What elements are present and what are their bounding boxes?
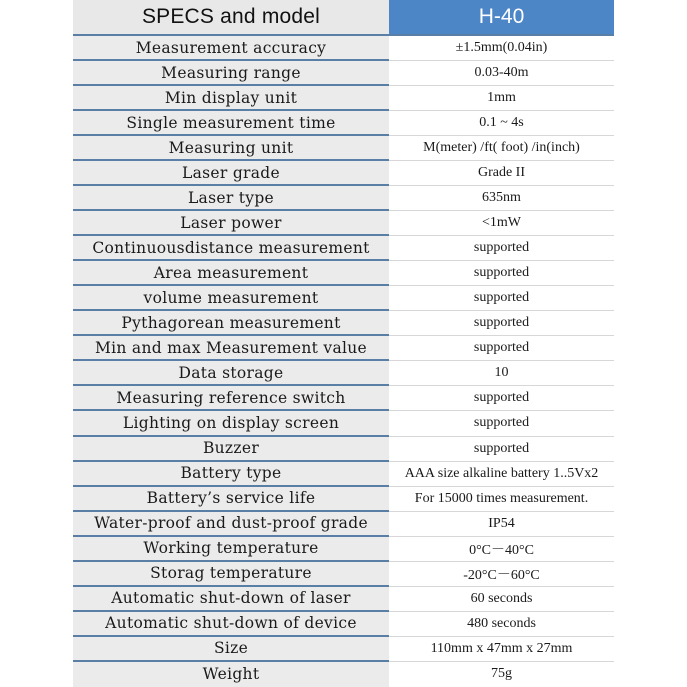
table-row [73,411,614,436]
spec-label: Size [73,637,389,662]
table-row [73,537,614,562]
spec-label: Laser grade [73,161,389,186]
table-row [73,487,614,512]
header-title: SPECS and model [73,0,389,36]
table-row [73,361,614,386]
spec-value: For 15000 times measurement. [389,487,614,512]
spec-value: 1mm [389,86,614,111]
spec-value: supported [389,311,614,336]
table-row [73,462,614,487]
spec-label: Water-proof and dust-proof grade [73,512,389,537]
table-row [73,512,614,537]
spec-value: supported [389,411,614,436]
table-row [73,437,614,462]
table-row [73,186,614,211]
spec-value: <1mW [389,211,614,236]
table-row [73,386,614,411]
table-row [73,111,614,136]
spec-label: Storag temperature [73,562,389,587]
spec-label: Single measurement time [73,111,389,136]
spec-label: Battery type [73,462,389,487]
spec-value: IP54 [389,512,614,537]
table-row [73,662,614,687]
spec-label: Min and max Measurement value [73,336,389,361]
spec-label: Buzzer [73,437,389,462]
spec-value: ±1.5mm(0.04in) [389,36,614,61]
spec-label: Data storage [73,361,389,386]
spec-label: Automatic shut-down of laser [73,587,389,612]
spec-value: -20°C－60°C [389,562,614,587]
table-row [73,612,614,637]
spec-value: 0.1 ~ 4s [389,111,614,136]
table-row [73,36,614,61]
table-row [73,61,614,86]
spec-value: 480 seconds [389,612,614,637]
model-name: H-40 [389,0,614,36]
spec-value: supported [389,386,614,411]
spec-label: Pythagorean measurement [73,311,389,336]
spec-label: Lighting on display screen [73,411,389,436]
table-row [73,637,614,662]
spec-label: Laser power [73,211,389,236]
spec-value: supported [389,437,614,462]
spec-label: Measuring reference switch [73,386,389,411]
spec-label: Measuring range [73,61,389,86]
spec-table [73,0,614,687]
table-row [73,261,614,286]
spec-value: 10 [389,361,614,386]
spec-label: Min display unit [73,86,389,111]
spec-value: M(meter) /ft( foot) /in(inch) [389,136,614,161]
spec-value: Grade II [389,161,614,186]
table-row [73,136,614,161]
spec-value: 75g [389,662,614,687]
spec-label: Automatic shut-down of device [73,612,389,637]
spec-value: 0°C－40°C [389,537,614,562]
spec-label: Weight [73,662,389,687]
spec-label: Area measurement [73,261,389,286]
spec-rows [73,36,614,687]
spec-value: 60 seconds [389,587,614,612]
spec-value: AAA size alkaline battery 1..5Vx2 [389,462,614,487]
table-row [73,286,614,311]
table-row [73,211,614,236]
table-header [73,0,614,36]
spec-label: Continuousdistance measurement [73,236,389,261]
table-row [73,161,614,186]
table-row [73,236,614,261]
spec-value: supported [389,336,614,361]
spec-label: Measuring unit [73,136,389,161]
spec-label: volume measurement [73,286,389,311]
spec-value: 635nm [389,186,614,211]
spec-label: Measurement accuracy [73,36,389,61]
table-row [73,587,614,612]
table-row [73,311,614,336]
spec-value: supported [389,236,614,261]
table-row [73,562,614,587]
spec-label: Working temperature [73,537,389,562]
spec-value: supported [389,286,614,311]
spec-value: 0.03-40m [389,61,614,86]
table-row [73,336,614,361]
spec-value: supported [389,261,614,286]
spec-label: Battery’s service life [73,487,389,512]
spec-value: 110mm x 47mm x 27mm [389,637,614,662]
table-row [73,86,614,111]
spec-label: Laser type [73,186,389,211]
